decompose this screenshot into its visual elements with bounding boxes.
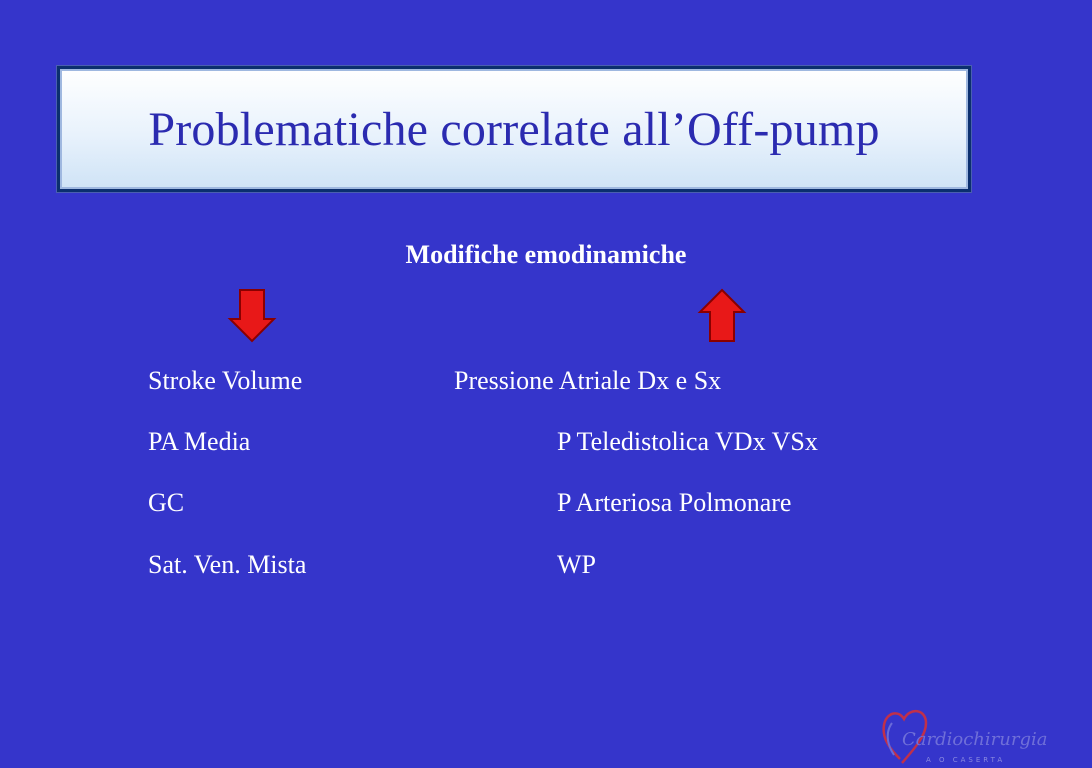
increase-item-p-teledistolica: P Teledistolica VDx VSx — [557, 427, 818, 456]
slide-title: Problematiche correlate all’Off-pump — [148, 102, 880, 156]
decrease-item-stroke-volume: Stroke Volume — [148, 366, 303, 395]
title-box — [57, 66, 971, 192]
increase-item-pressione-atriale: Pressione Atriale Dx e Sx — [454, 366, 722, 395]
slide-subtitle: Modifiche emodinamiche — [405, 240, 687, 269]
arrow-down-icon — [228, 289, 276, 343]
decrease-item-sat-ven-mista: Sat. Ven. Mista — [148, 550, 307, 579]
arrow-up-icon — [698, 289, 746, 343]
heart-logo-icon — [880, 703, 1048, 765]
increase-item-wp: WP — [557, 550, 596, 579]
decrease-item-gc: GC — [148, 488, 185, 517]
decrease-item-pa-media: PA Media — [148, 427, 251, 456]
logo-subtext: A O CASERTA — [926, 756, 1006, 764]
increase-item-p-arteriosa-polmonare: P Arteriosa Polmonare — [557, 488, 792, 517]
logo-text: Cardiochirurgia — [902, 729, 1048, 750]
